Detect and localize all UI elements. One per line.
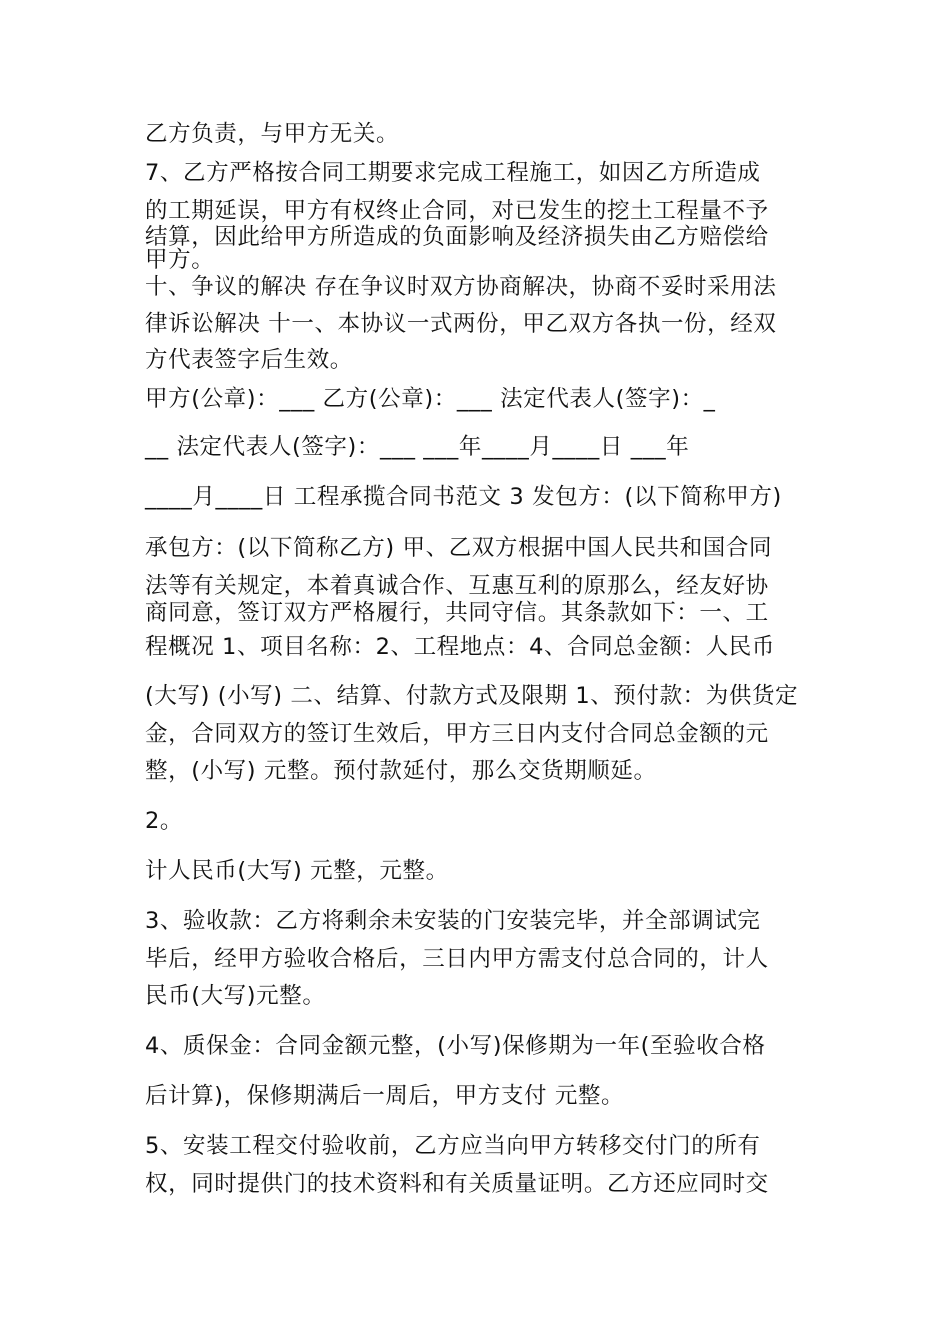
text-line: 4、质保金：合同金额元整，(小写)保修期为一年(至验收合格 <box>145 1033 766 1059</box>
text-line: 乙方负责，与甲方无关。 <box>145 121 400 147</box>
text-line: 结算，因此给甲方所造成的负面影响及经济损失由乙方赔偿给 <box>145 224 769 250</box>
text-line: 承包方：(以下简称乙方) 甲、乙双方根据中国人民共和国合同 <box>145 535 773 561</box>
text-line: (大写) (小写) 二、结算、付款方式及限期 1、预付款：为供货定 <box>145 683 799 709</box>
text-line: 的工期延误，甲方有权终止合同，对已发生的挖土工程量不予 <box>145 198 769 224</box>
text-line: ____月____日 工程承揽合同书范文 3 发包方：(以下简称甲方) <box>145 484 782 510</box>
text-line: 方代表签字后生效。 <box>145 347 353 373</box>
text-line: 毕后，经甲方验收合格后，三日内甲方需支付总合同的，计人 <box>145 946 769 972</box>
text-line: 法等有关规定，本着真诚合作、互惠互利的原那么，经友好协 <box>145 573 769 599</box>
text-line: 十、争议的解决 存在争议时双方协商解决，协商不妥时采用法 <box>145 274 777 300</box>
text-line: 民币(大写)元整。 <box>145 983 326 1009</box>
text-line: 甲方(公章)：___ 乙方(公章)：___ 法定代表人(签字)：_ <box>145 386 716 412</box>
text-line: 商同意，签订双方严格履行，共同守信。其条款如下：一、工 <box>145 600 769 626</box>
text-line: 计人民币(大写) 元整，元整。 <box>145 858 449 884</box>
text-line: 5、安装工程交付验收前，乙方应当向甲方转移交付门的所有 <box>145 1133 761 1159</box>
text-line: 后计算)，保修期满后一周后，甲方支付 元整。 <box>145 1083 625 1109</box>
text-line: 3、验收款：乙方将剩余未安装的门安装完毕，并全部调试完 <box>145 908 761 934</box>
text-line: 7、乙方严格按合同工期要求完成工程施工，如因乙方所造成 <box>145 160 761 186</box>
text-line: 金，合同双方的签订生效后，甲方三日内支付合同总金额的元 <box>145 721 769 747</box>
text-line: 2。 <box>145 808 184 834</box>
text-line: __ 法定代表人(签字)：___ ___年____月____日 ___年 <box>145 434 690 460</box>
text-line: 整，(小写) 元整。预付款延付，那么交货期顺延。 <box>145 758 657 784</box>
text-line: 权，同时提供门的技术资料和有关质量证明。乙方还应同时交 <box>145 1171 769 1197</box>
text-line: 程概况 1、项目名称：2、工程地点：4、合同总金额：人民币 <box>145 634 775 660</box>
text-line: 律诉讼解决 十一、本协议一式两份，甲乙双方各执一份，经双 <box>145 311 777 337</box>
text-line: 甲方。 <box>145 247 215 273</box>
